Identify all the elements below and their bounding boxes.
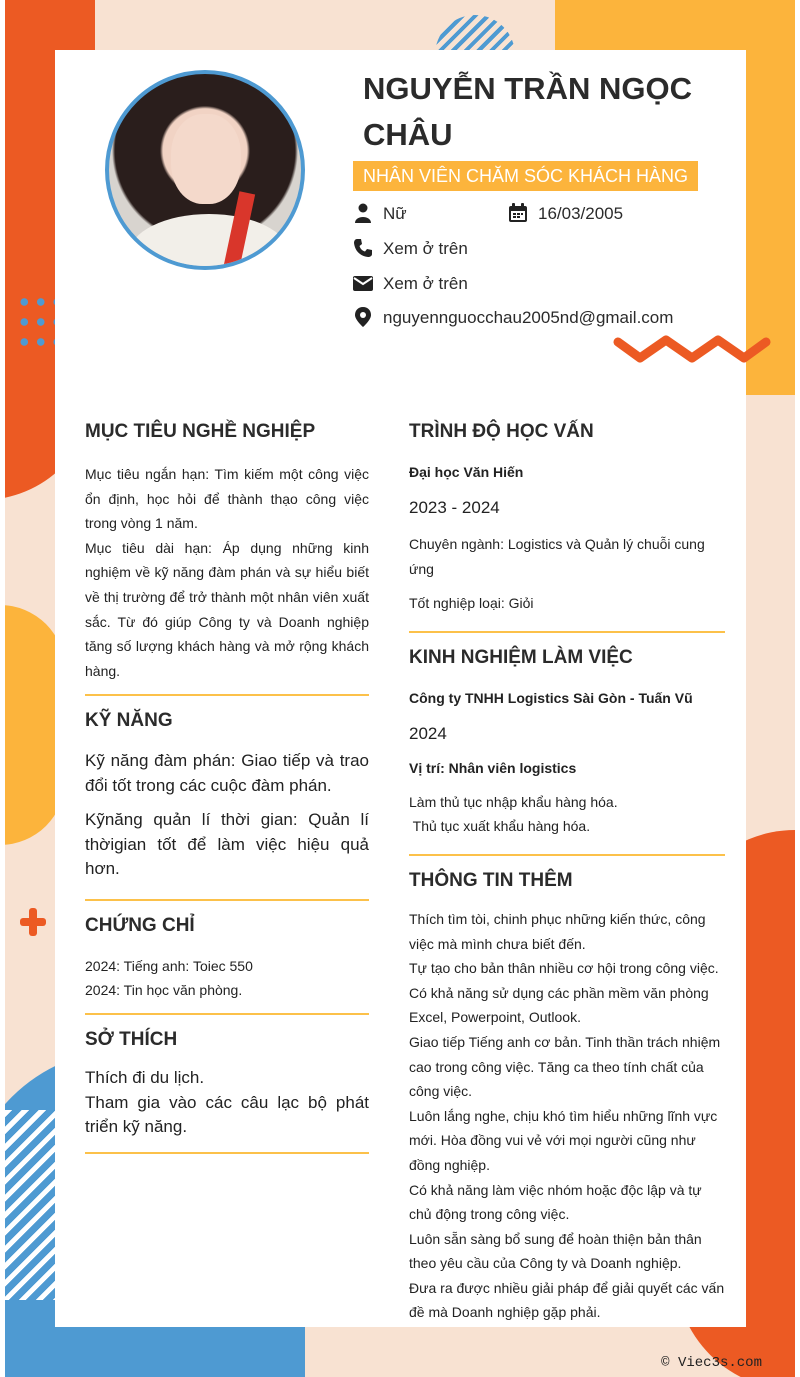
duty-item: Làm thủ tục nhập khẩu hàng hóa. xyxy=(409,793,618,810)
section-extra-info xyxy=(409,856,725,1325)
candidate-name: NGUYỄN TRẦN NGỌC CHÂU xyxy=(363,71,692,152)
contact-address: nguyennguocchau2005nd@gmail.com xyxy=(383,307,673,329)
section-hobbies xyxy=(85,1015,369,1154)
duty-item: Thủ tục xuất khẩu hàng hóa. xyxy=(409,818,591,835)
section-title: KỸ NĂNG xyxy=(85,710,173,732)
section-title: CHỨNG CHỈ xyxy=(85,914,195,936)
hobby-item: Thích đi du lịch. xyxy=(85,1068,205,1088)
graduation-grade: Tốt nghiệp loại: Giỏi xyxy=(409,595,534,612)
left-column xyxy=(85,418,369,1154)
school-name: Đại học Văn Hiến xyxy=(409,464,524,480)
hobby-item: Tham gia vào các câu lạc bộ phát triển kỹ năng. xyxy=(85,1092,369,1137)
extra-item: Giao tiếp Tiếng anh cơ bản. Tinh thần trách nhiệm cao trong công việc. Tăng ca theo tính chất của công việc. xyxy=(409,1033,721,1100)
experience-year: 2024 xyxy=(409,723,447,743)
contact-phone: Xem ở trên xyxy=(383,238,468,260)
section-education xyxy=(409,418,725,633)
section-title: TRÌNH ĐỘ HỌC VẤN xyxy=(409,421,594,442)
extra-item: Có khả năng làm việc nhóm hoặc độc lập và tự chủ động trong công việc. xyxy=(409,1181,702,1223)
section-experience xyxy=(409,633,725,856)
footer-credit: © Viec3s.com xyxy=(661,1355,762,1371)
avatar xyxy=(105,70,305,270)
location-pin-icon xyxy=(353,307,373,327)
certificate-item: 2024: Tiếng anh: Toiec 550 xyxy=(85,957,253,974)
decor-zigzag xyxy=(612,332,772,372)
contact-dob: 16/03/2005 xyxy=(538,203,623,225)
extra-item: Đưa ra được nhiều giải pháp để giải quyết các vấn đề mà Doanh nghiệp gặp phải. xyxy=(409,1279,725,1321)
right-column xyxy=(409,418,725,1325)
section-title: MỤC TIÊU NGHỀ NGHIỆP xyxy=(85,421,316,442)
calendar-icon xyxy=(508,203,528,223)
major: Chuyên ngành: Logistics và Quản lý chuỗi cung ứng xyxy=(409,536,705,577)
skill-item: Kỹnăng quản lí thời gian: Quản lí thờigian tốt để làm việc hiệu quả hơn. xyxy=(85,810,369,879)
section-certificates xyxy=(85,901,369,1015)
section-career-goal xyxy=(85,418,369,696)
contact-gender: Nữ xyxy=(383,203,407,225)
company-name: Công ty TNHH Logistics Sài Gòn - Tuấn Vũ xyxy=(409,689,693,706)
short-term-goal: Mục tiêu ngắn hạn: Tìm kiếm một công việc ổn định, học hỏi để thành thạo công việc trong vòng 1 năm. xyxy=(85,466,369,532)
extra-item: Luôn lắng nghe, chịu khó tìm hiểu những lĩnh vực mới. Hòa đồng vui vẻ với mọi người cũng như đồng nghiệp. xyxy=(409,1107,718,1173)
long-term-goal: Mục tiêu dài hạn: Áp dụng những kinh nghiệm về kỹ năng đàm phán và sự hiểu biết về thị trường để trở thành một nhân viên xuất sắc. Từ đó giúp Công ty và Doanh nghiệp tăng số lượng khách hàng và mở rộng khách hàng. xyxy=(85,539,369,679)
section-skills xyxy=(85,696,369,901)
extra-item: Thích tìm tòi, chinh phục những kiến thức, công việc mà mình chưa biết đến. xyxy=(409,910,706,952)
certificate-item: 2024: Tin học văn phòng. xyxy=(85,982,243,999)
envelope-icon xyxy=(353,273,373,293)
skill-item: Kỹ năng đàm phán: Giao tiếp và trao đổi tốt trong các cuộc đàm phán. xyxy=(85,751,369,795)
education-years: 2023 - 2024 xyxy=(409,498,500,517)
extra-item: Luôn sẵn sàng bổ sung để hoàn thiện bản thân theo yêu cầu của Công ty và Doanh nghiệp. xyxy=(409,1230,702,1272)
position: Vị trí: Nhân viên logistics xyxy=(409,759,577,776)
job-title-badge: NHÂN VIÊN CHĂM SÓC KHÁCH HÀNG xyxy=(353,161,698,191)
contact-email: Xem ở trên xyxy=(383,273,468,295)
extra-item: Tự tạo cho bản thân nhiều cơ hội trong công việc. Có khả năng sử dụng các phần mềm văn phòng Excel, Powerpoint, Outlook. xyxy=(409,960,719,1026)
phone-icon xyxy=(353,238,373,258)
decor-stripes-top xyxy=(435,15,515,55)
section-title: SỞ THÍCH xyxy=(85,1029,178,1051)
section-title: KINH NGHIỆM LÀM VIỆC xyxy=(409,646,633,668)
section-title: THÔNG TIN THÊM xyxy=(409,869,573,891)
person-icon xyxy=(353,203,373,223)
decor-plus-icon xyxy=(20,908,46,936)
